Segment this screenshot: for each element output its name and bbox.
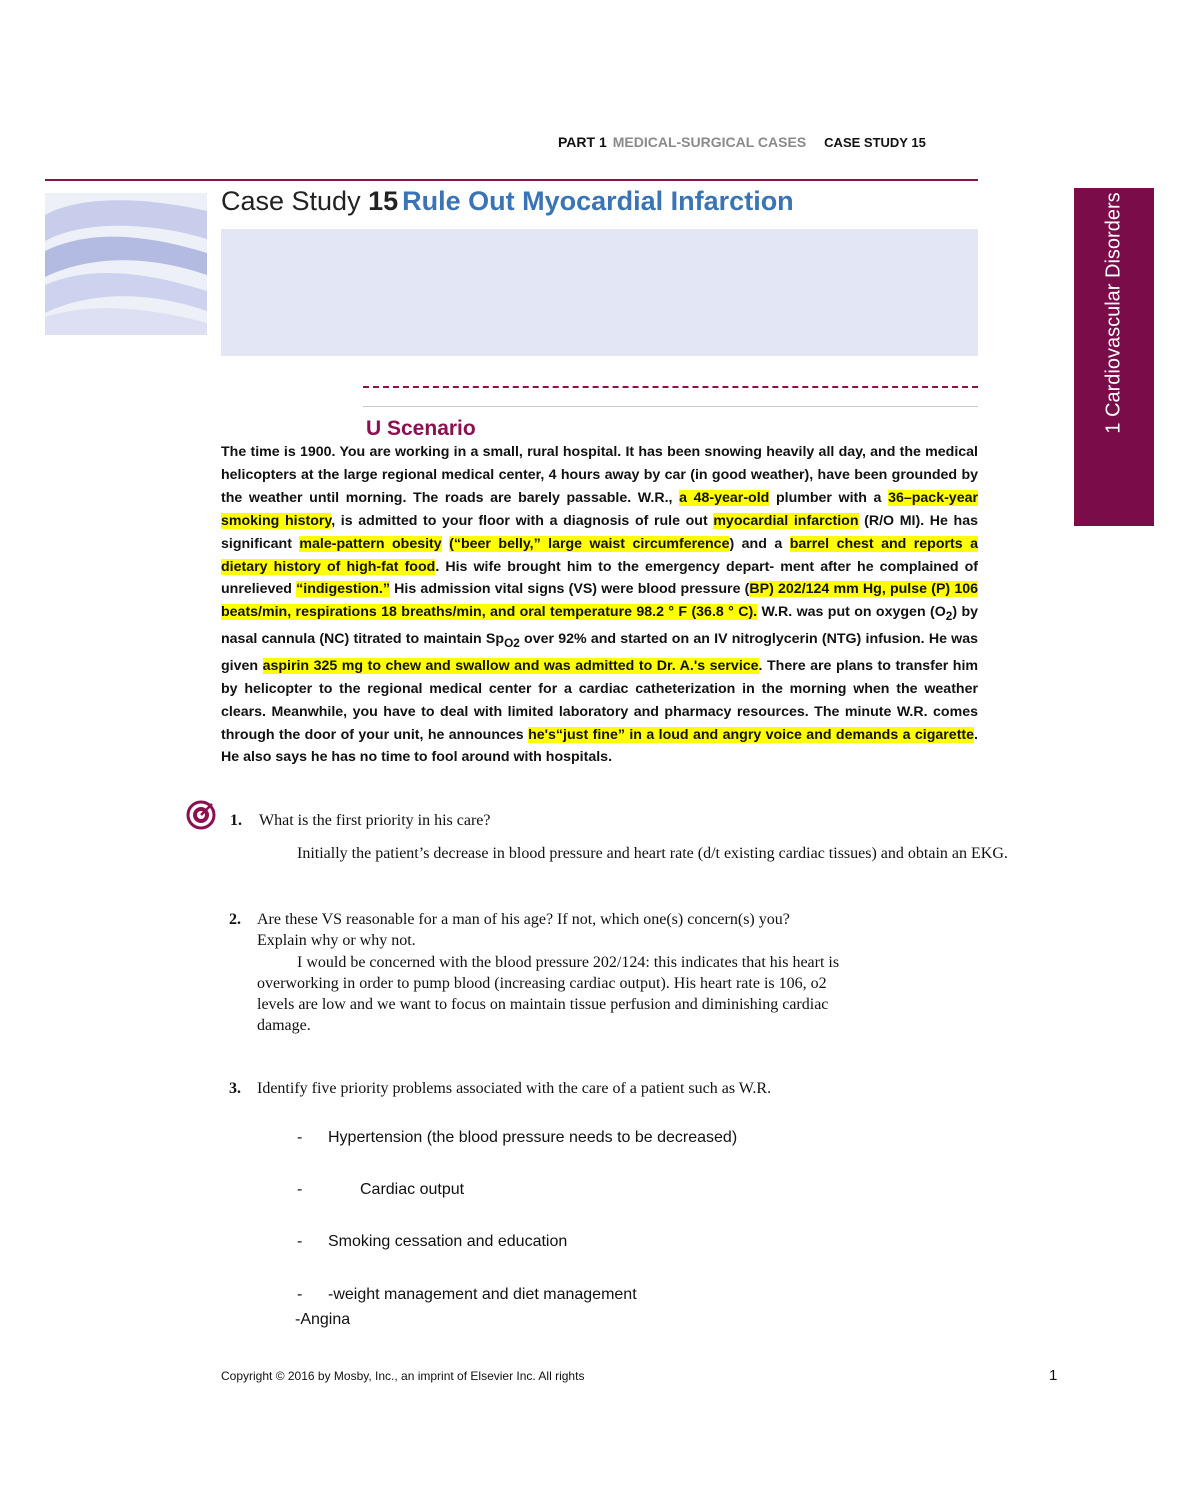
decorative-wave-graphic — [45, 193, 207, 335]
list-item: -Angina — [295, 1311, 351, 1328]
header-case-label: CASE STUDY 15 — [824, 135, 926, 150]
case-subject: Rule Out Myocardial Infarction — [402, 186, 794, 216]
question-2-answer-line: overworking in order to pump blood (increasing cardiac output). His heart rate is 106, o2 — [257, 975, 827, 992]
question-2-answer-line: damage. — [257, 1017, 311, 1034]
chapter-side-tab — [1074, 188, 1154, 526]
header-part: PART 1 — [558, 134, 607, 150]
question-2-text-line1: Are these VS reasonable for a man of his age? If not, which one(s) concern(s) you? — [257, 911, 790, 928]
highlight: a 48-year-old — [679, 489, 770, 506]
highlight: myocardial infarction — [713, 512, 859, 529]
question-2-text-line2: Explain why or why not. — [257, 932, 416, 949]
case-number: 15 — [368, 186, 399, 216]
highlight: barrel chest and reports a dietary history of high-fat food — [221, 535, 978, 575]
question-1-text: What is the first priority in his care? — [259, 812, 491, 829]
thin-divider — [363, 406, 978, 407]
question-2-number: 2. — [229, 911, 241, 928]
scenario-heading: U Scenario — [366, 417, 476, 440]
question-3-number: 3. — [229, 1080, 241, 1097]
list-item: - Smoking cessation and education — [297, 1233, 568, 1250]
page-number: 1 — [1049, 1367, 1058, 1384]
copyright-notice: Copyright © 2016 by Mosby, Inc., an imprint of Elsevier Inc. All rights — [221, 1369, 585, 1383]
target-icon — [186, 800, 216, 830]
highlight: (“beer belly,” large waist circumference — [449, 535, 730, 552]
question-2-answer-line: I would be concerned with the blood pressure 202/124: this indicates that his heart is — [297, 954, 840, 971]
title-banner-box — [221, 229, 978, 356]
question-1-number: 1. — [230, 812, 242, 829]
header-section: MEDICAL-SURGICAL CASES — [612, 134, 807, 150]
running-header — [558, 134, 926, 150]
highlight: male-pattern obesity — [299, 535, 442, 552]
dashed-divider — [363, 386, 978, 388]
header-rule — [45, 179, 978, 181]
list-item: - -weight management and diet management — [297, 1286, 637, 1303]
question-2-answer-line: levels are low and we want to focus on maintain tissue perfusion and diminishing cardiac — [257, 996, 829, 1013]
page-title: Case Study 15 Rule Out Myocardial Infarction — [221, 186, 794, 216]
highlight: 36–pack-year smoking history — [221, 489, 979, 529]
list-item: - Cardiac output — [297, 1181, 465, 1198]
scenario-paragraph: The time is 1900. You are working in a small, rural hospital. It has been snowing heavily all day, and the medical helicopters at the large regional medical center, 4 hours away by car (in good weather), have been grounded by the weather until morning. The roads are barely passable. W.R., a 48-year-old plumber with a 36–pack-year smoking history, is admitted to your floor with a diagnosis of rule out myocardial infarction (R/O MI). He has significant male-pattern obesity (“beer belly,” large waist circumference) and a barrel chest and reports a dietary history of high-fat food. His wife brought him to the emergency depart- ment after he complained of unrelieved “indigestion.” His admission vital signs (VS) were blood pressure (BP) 202/124 mm Hg, pulse (P) 106 beats/min, respirations 18 breaths/min, and oral temperature 98.2 ° F (36.8 ° C). W.R. was put on oxygen $(O_2)$ by nasal cannula (NC) titrated to maintain $Sp_{O2}$ over 92% and started on an IV nitroglycerin (NTG) infusion. He was given aspirin 325 mg to chew and swallow and was admitted to Dr. A.'s service. There are plans to transfer him by helicopter to the regional medical center for a cardiac catheterization in the morning when the weather clears. Meanwhile, you have to deal with limited laboratory and pharmacy resources. The minute W.R. comes through the door of your unit, he announces he's“just fine” in a loud and angry voice and demands a cigarette. He also says he has no time to fool around with hospitals. — [221, 444, 979, 766]
highlight: aspirin 325 mg to chew and swallow and was admitted to Dr. A.'s service — [262, 657, 759, 674]
highlight: he's“just fine” in a loud and angry voice and demands a cigarette — [528, 726, 975, 743]
question-1-answer: Initially the patient’s decrease in blood pressure and heart rate (d/t existing cardiac tissues) and obtain an EKG. — [297, 845, 1008, 862]
chapter-side-tab-label: 1 Cardiovascular Disorders — [1102, 192, 1125, 434]
highlight: “indigestion.” — [296, 581, 390, 598]
question-3-text: Identify five priority problems associated with the care of a patient such as W.R. — [257, 1080, 772, 1097]
list-item: - Hypertension (the blood pressure needs to be decreased) — [297, 1129, 738, 1146]
highlight: BP) 202/124 mm Hg, pulse (P) 106 beats/min, respirations 18 breaths/min, and oral temperature 98.2 ° F (36.8 ° C). — [221, 581, 978, 621]
